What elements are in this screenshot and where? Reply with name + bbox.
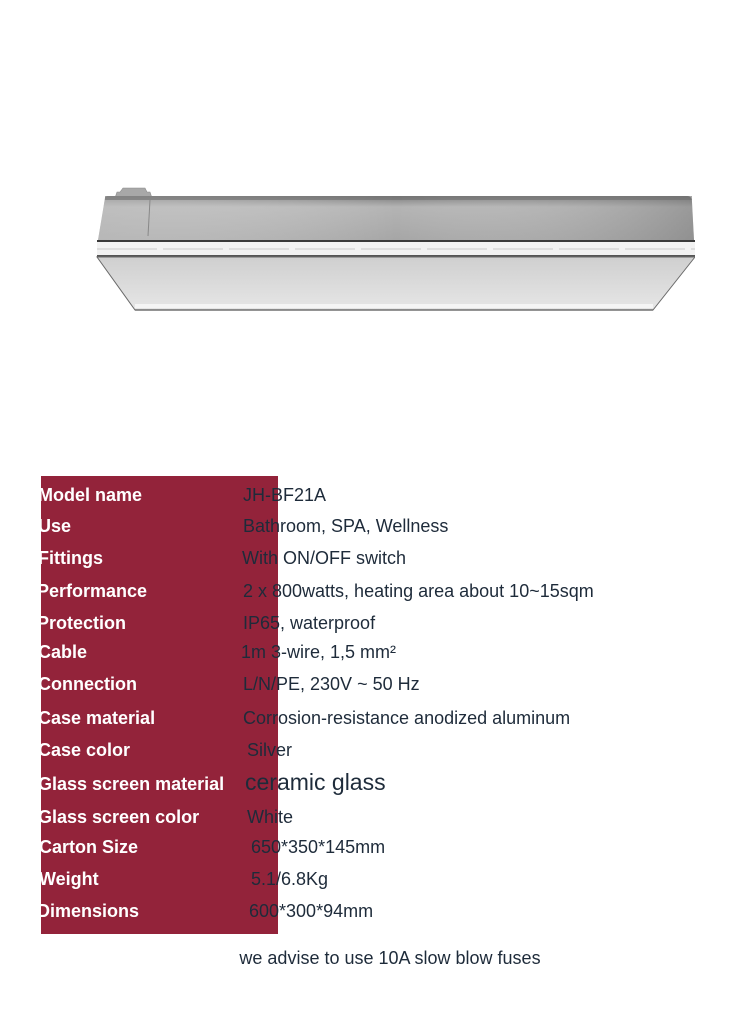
spec-label: Glass screen material <box>38 774 225 794</box>
spec-value: 600*300*94mm <box>249 901 374 921</box>
fuse-advice-note: we advise to use 10A slow blow fuses <box>239 948 541 968</box>
spec-value: With ON/OFF switch <box>242 548 407 568</box>
spec-value: IP65, waterproof <box>243 613 376 633</box>
spec-label: Use <box>38 516 72 536</box>
spec-row-protection <box>0 609 700 637</box>
spec-row-dimensions <box>0 897 700 925</box>
spec-value: Corrosion-resistance anodized aluminum <box>243 708 571 728</box>
spec-row-case-material <box>0 704 700 732</box>
spec-row-glass-screen-material <box>0 770 700 798</box>
spec-label: Model name <box>38 485 143 505</box>
heater-illustration <box>95 186 695 312</box>
spec-row-cable <box>0 638 700 666</box>
spec-label: Weight <box>39 869 99 889</box>
spec-row-glass-screen-color <box>0 803 700 831</box>
spec-value: Bathroom, SPA, Wellness <box>243 516 449 536</box>
spec-label: Cable <box>38 642 88 662</box>
spec-value: White <box>247 807 294 827</box>
product-image <box>95 186 695 312</box>
spec-row-connection <box>0 670 700 698</box>
spec-value: 650*350*145mm <box>251 837 386 857</box>
spec-label: Glass screen color <box>38 807 200 827</box>
spec-label: Case color <box>38 740 131 760</box>
spec-value: JH-BF21A <box>243 485 327 505</box>
spec-row-carton-size <box>0 833 700 861</box>
spec-label: Carton Size <box>39 837 139 857</box>
spec-row-weight <box>0 865 700 893</box>
spec-label: Performance <box>37 581 148 601</box>
spec-label: Dimensions <box>37 901 140 921</box>
spec-value: 2 x 800watts, heating area about 10~15sqm <box>243 581 594 601</box>
spec-value: 5.1/6.8Kg <box>251 869 329 889</box>
spec-row-model-name <box>0 481 700 509</box>
spec-label: Connection <box>38 674 137 694</box>
spec-value: ceramic glass <box>245 769 386 795</box>
spec-row-case-color <box>0 736 700 764</box>
spec-value: L/N/PE, 230V ~ 50 Hz <box>243 674 420 694</box>
spec-row-fittings <box>0 544 700 572</box>
spec-value: 1m 3-wire, 1,5 mm² <box>241 642 397 662</box>
spec-row-performance <box>0 577 700 605</box>
spec-row-use <box>0 512 700 540</box>
spec-label: Protection <box>37 613 127 633</box>
spec-value: Silver <box>247 740 293 760</box>
spec-label: Case material <box>38 708 156 728</box>
spec-label: Fittings <box>38 548 103 568</box>
